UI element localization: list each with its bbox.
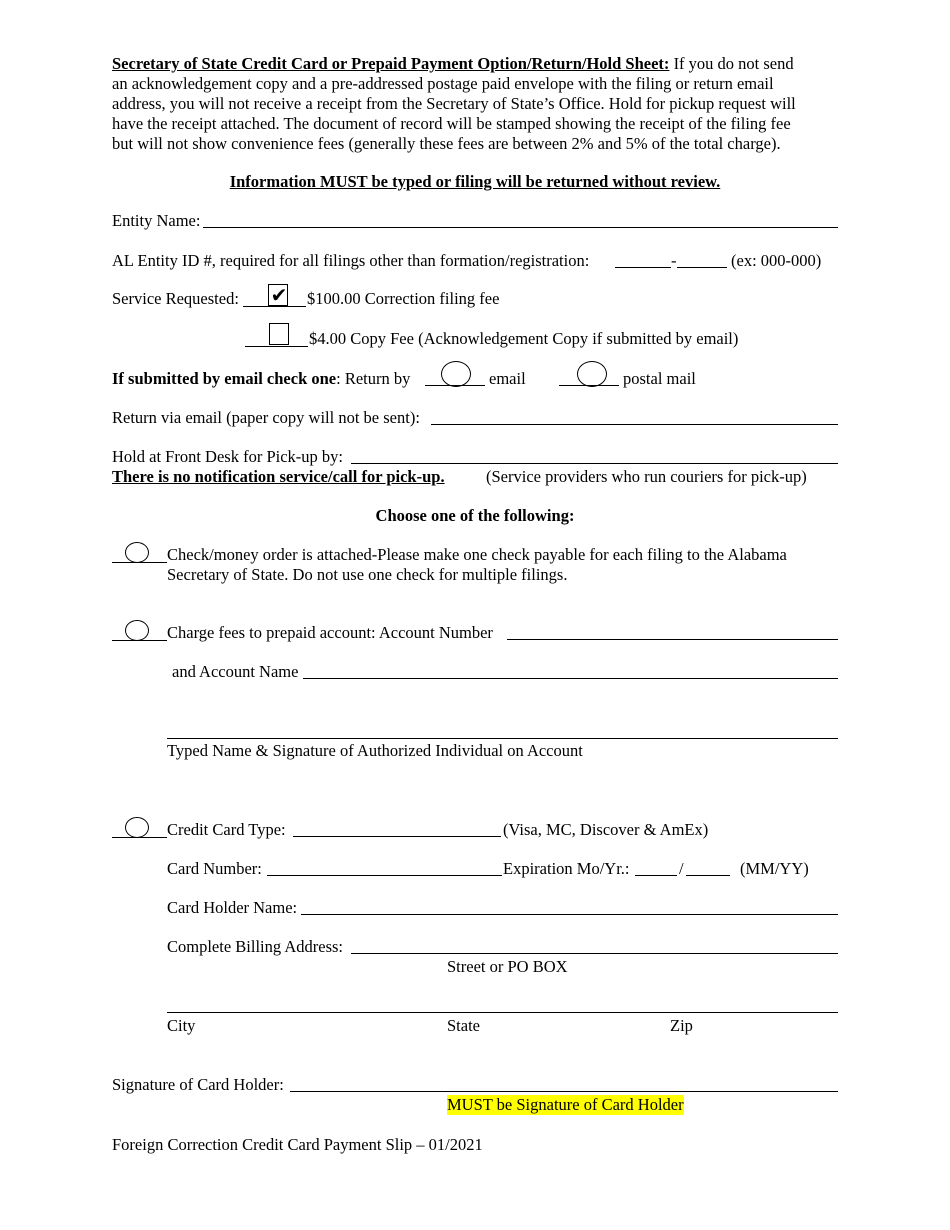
return-email-option-label: email bbox=[489, 369, 526, 388]
expiration-month-field[interactable] bbox=[635, 875, 677, 876]
expiration-format: (MM/YY) bbox=[740, 859, 809, 878]
card-number-label: Card Number: bbox=[167, 859, 262, 878]
credit-card-type-label: Credit Card Type: bbox=[167, 820, 286, 839]
city-caption: City bbox=[167, 1016, 196, 1035]
entity-id-part2-field[interactable] bbox=[677, 267, 727, 268]
intro-line-2: an acknowledgement copy and a pre-addressed postage paid envelope with the filing or return email bbox=[112, 74, 774, 93]
billing-street-field[interactable] bbox=[351, 953, 838, 954]
hold-pickup-label: Hold at Front Desk for Pick-up by: bbox=[112, 447, 343, 466]
card-holder-name-field[interactable] bbox=[301, 914, 838, 915]
intro-line-4: have the receipt attached. The document of record will be stamped showing the receipt of the filing fee bbox=[112, 114, 791, 133]
billing-address-label: Complete Billing Address: bbox=[167, 937, 343, 956]
card-holder-signature-label: Signature of Card Holder: bbox=[112, 1075, 284, 1094]
street-caption: Street or PO BOX bbox=[447, 957, 568, 976]
authorized-signature-caption: Typed Name & Signature of Authorized Individual on Account bbox=[167, 741, 583, 760]
hold-pickup-field[interactable] bbox=[351, 463, 838, 464]
return-email-label: Return via email (paper copy will not be sent): bbox=[112, 408, 420, 427]
return-postal-option-label: postal mail bbox=[623, 369, 696, 388]
intro-heading: Secretary of State Credit Card or Prepaid Payment Option/Return/Hold Sheet: bbox=[112, 54, 670, 73]
service-underline-2 bbox=[245, 346, 308, 347]
signature-required-note: MUST be Signature of Card Holder bbox=[447, 1095, 684, 1114]
credit-card-type-field[interactable] bbox=[293, 836, 501, 837]
authorized-signature-field[interactable] bbox=[167, 738, 838, 739]
check-option-line-2: Secretary of State. Do not use one check for multiple filings. bbox=[167, 565, 568, 584]
check-money-order-radio[interactable] bbox=[125, 542, 149, 563]
card-holder-name-label: Card Holder Name: bbox=[167, 898, 298, 917]
intro-line-5: but will not show convenience fees (generally these fees are between 2% and 5% of the total charge). bbox=[112, 134, 781, 153]
card-holder-signature-field[interactable] bbox=[290, 1091, 838, 1092]
account-name-field[interactable] bbox=[303, 678, 838, 679]
intro-line-3: address, you will not receive a receipt from the Secretary of State’s Office. Hold for pickup request will bbox=[112, 94, 796, 113]
expiration-year-field[interactable] bbox=[686, 875, 730, 876]
entity-id-label: AL Entity ID #, required for all filings other than formation/registration: bbox=[112, 251, 590, 270]
copy-fee-label: $4.00 Copy Fee (Acknowledgement Copy if submitted by email) bbox=[309, 329, 739, 348]
service-requested-label: Service Requested: bbox=[112, 289, 239, 308]
account-number-field[interactable] bbox=[507, 639, 838, 640]
entity-id-example: (ex: 000-000) bbox=[731, 251, 822, 270]
card-number-field[interactable] bbox=[267, 875, 502, 876]
entity-id-dash: - bbox=[671, 251, 677, 270]
zip-caption: Zip bbox=[670, 1016, 693, 1035]
account-number-label: Charge fees to prepaid account: Account Number bbox=[167, 623, 493, 642]
copy-fee-checkbox[interactable] bbox=[269, 323, 289, 345]
service-providers-text: (Service providers who run couriers for pick-up) bbox=[486, 467, 807, 486]
prepaid-account-radio[interactable] bbox=[125, 620, 149, 641]
correction-fee-label: $100.00 Correction filing fee bbox=[307, 289, 500, 308]
email-check-label: If submitted by email check one: Return by bbox=[112, 369, 411, 388]
check-option-line-1: Check/money order is attached-Please make one check payable for each filing to the Alabama bbox=[167, 545, 787, 564]
expiration-slash: / bbox=[679, 859, 684, 878]
return-postal-radio[interactable] bbox=[577, 361, 607, 387]
choose-one-heading: Choose one of the following: bbox=[375, 506, 575, 525]
check-mark-icon: ✔ bbox=[270, 283, 288, 307]
intro-line-1: If you do not send bbox=[669, 54, 794, 73]
return-email-radio[interactable] bbox=[441, 361, 471, 387]
billing-city-state-zip-field[interactable] bbox=[167, 1012, 838, 1013]
entity-id-part1-field[interactable] bbox=[615, 267, 671, 268]
expiration-label: Expiration Mo/Yr.: bbox=[503, 859, 630, 878]
typed-notice: Information MUST be typed or filing will be returned without review. bbox=[229, 172, 721, 191]
state-caption: State bbox=[447, 1016, 480, 1035]
credit-card-radio[interactable] bbox=[125, 817, 149, 838]
intro-paragraph bbox=[112, 54, 834, 154]
entity-name-label: Entity Name: bbox=[112, 211, 201, 230]
credit-card-type-note: (Visa, MC, Discover & AmEx) bbox=[503, 820, 709, 839]
entity-name-field[interactable] bbox=[203, 227, 838, 228]
return-email-field[interactable] bbox=[431, 424, 838, 425]
form-footer: Foreign Correction Credit Card Payment Slip – 01/2021 bbox=[112, 1135, 483, 1154]
no-notification-text: There is no notification service/call for pick-up. bbox=[112, 467, 445, 486]
account-name-label: and Account Name bbox=[172, 662, 299, 681]
correction-fee-checkbox[interactable] bbox=[268, 284, 288, 306]
